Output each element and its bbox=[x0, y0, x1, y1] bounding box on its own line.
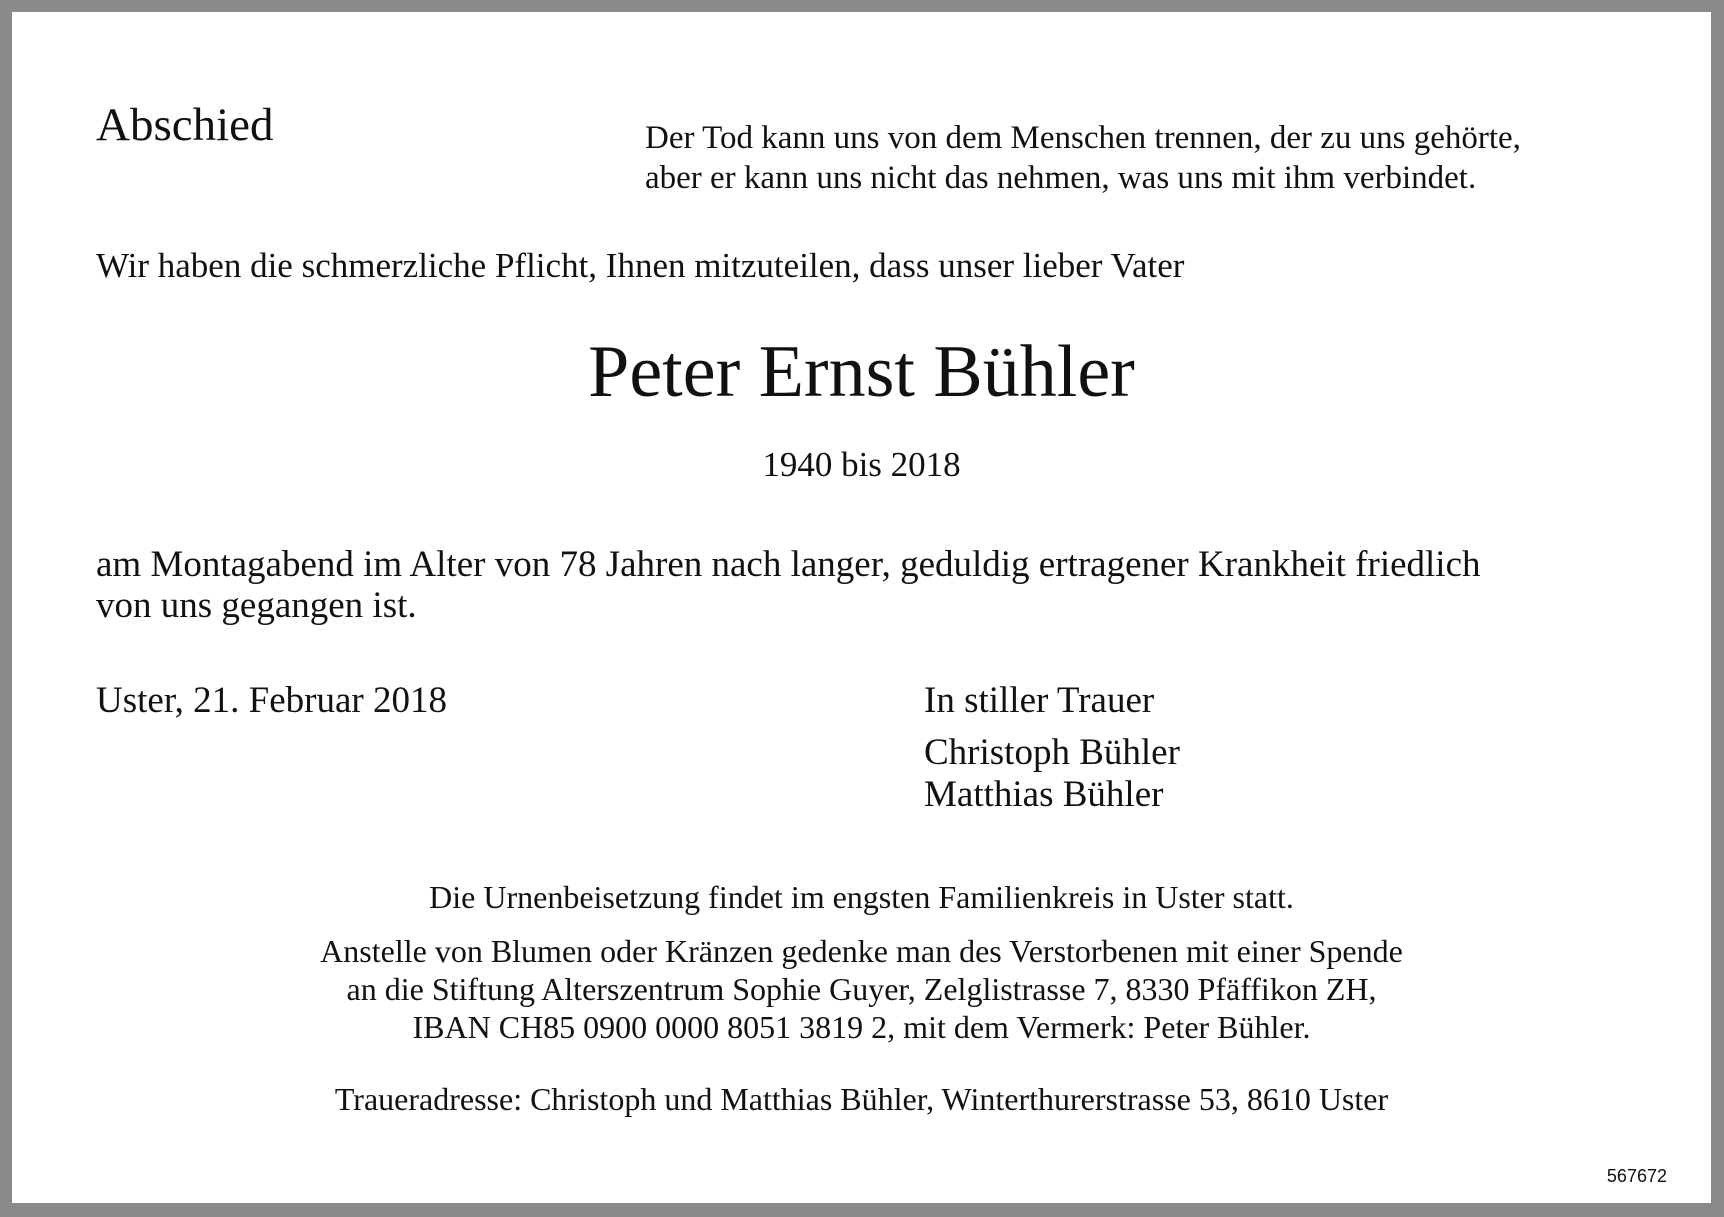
announcement-line: von uns gegangen ist. bbox=[96, 585, 417, 626]
mourning-label: In stiller Trauer bbox=[924, 680, 1155, 721]
obituary-notice bbox=[12, 12, 1711, 1203]
motto-line: aber er kann uns nicht das nehmen, was uns mit ihm verbindet. bbox=[645, 160, 1477, 196]
announcement-line: am Montagabend im Alter von 78 Jahren nach langer, geduldig ertragener Krankheit friedlich bbox=[96, 544, 1481, 585]
motto-line: Der Tod kann uns von dem Menschen trennen, der zu uns gehörte, bbox=[645, 120, 1521, 156]
reference-number: 567672 bbox=[1606, 1166, 1667, 1186]
donation-note bbox=[12, 932, 1711, 1046]
life-years: 1940 bis 2018 bbox=[762, 445, 961, 484]
donation-line: IBAN CH85 0900 0000 8051 3819 2, mit dem Vermerk: Peter Bühler. bbox=[412, 1009, 1311, 1045]
mourning-address: Traueradresse: Christoph und Matthias Bühler, Winterthurerstrasse 53, 8610 Uster bbox=[334, 1081, 1389, 1117]
mourners-list bbox=[924, 732, 1180, 816]
intro-text: Wir haben die schmerzliche Pflicht, Ihnen mitzuteilen, dass unser lieber Vater bbox=[96, 246, 1185, 285]
mourner-name: Christoph Bühler bbox=[924, 732, 1180, 773]
motto-quote bbox=[645, 118, 1521, 198]
notice-heading: Abschied bbox=[96, 99, 274, 151]
donation-line: Anstelle von Blumen oder Kränzen gedenke man des Verstorbenen mit einer Spende bbox=[320, 933, 1403, 969]
urn-burial-note: Die Urnenbeisetzung findet im engsten Familienkreis in Uster statt. bbox=[429, 879, 1294, 915]
place-and-date: Uster, 21. Februar 2018 bbox=[96, 680, 447, 721]
deceased-name: Peter Ernst Bühler bbox=[588, 331, 1135, 413]
mourner-name: Matthias Bühler bbox=[924, 774, 1164, 815]
donation-line: an die Stiftung Alterszentrum Sophie Guyer, Zelglistrasse 7, 8330 Pfäffikon ZH, bbox=[346, 971, 1377, 1007]
announcement-text bbox=[96, 544, 1481, 626]
